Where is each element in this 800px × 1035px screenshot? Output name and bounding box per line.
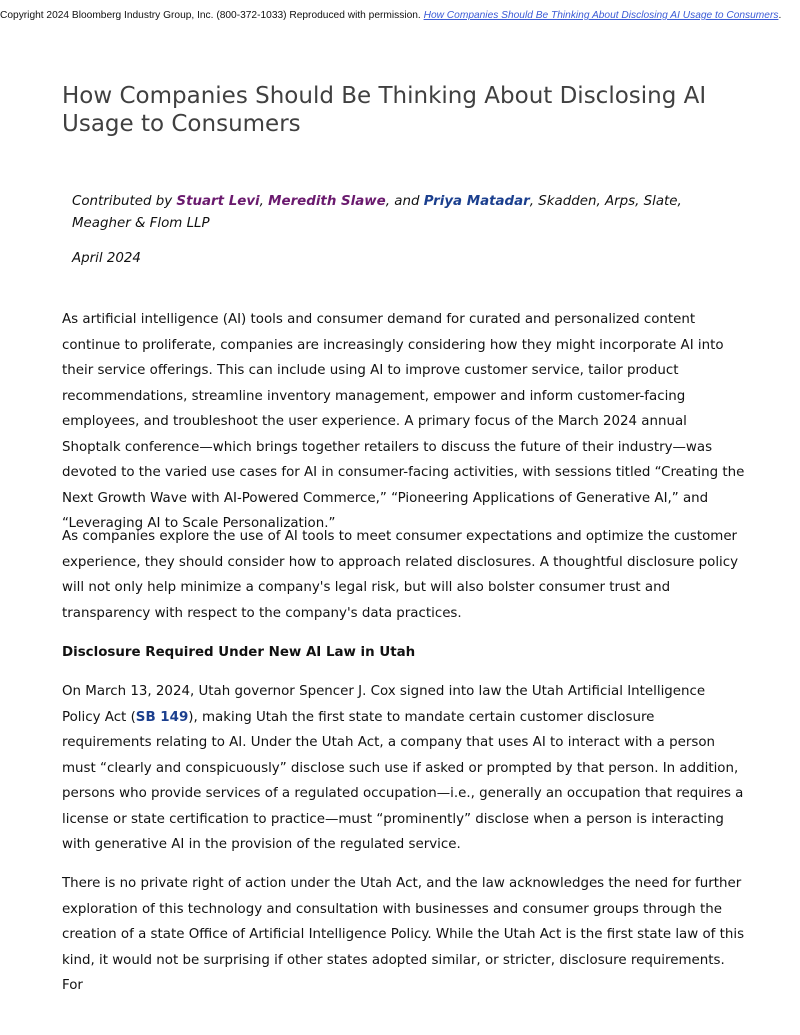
section-heading-utah-law: Disclosure Required Under New AI Law in Utah xyxy=(62,645,416,660)
sb-149-link[interactable]: SB 149 xyxy=(135,709,189,725)
author-link-priya-matadar[interactable]: Priya Matadar xyxy=(423,194,530,209)
byline-separator: , xyxy=(259,194,269,209)
paragraph-text: On March 13, 2024, Utah governor Spencer J. Cox signed into law the Utah Artificial Intelligence Policy Act ( xyxy=(62,684,706,725)
article-title: How Companies Should Be Thinking About Disclosing AI Usage to Consumers xyxy=(62,83,707,137)
byline xyxy=(72,191,732,234)
paragraph-utah-act xyxy=(62,679,746,858)
author-link-meredith-slawe[interactable]: Meredith Slawe xyxy=(268,194,386,209)
paragraph-intro: As artificial intelligence (AI) tools and consumer demand for curated and personalized content continue to proliferate, companies are increasingly considering how they might incorporate AI into their service offerings. This can include using AI to improve customer service, tailor product recommendations, streamline inventory management, empower and inform customer-facing employees, and troubleshoot the user experience. A primary focus of the March 2024 annual Shoptalk conference—which brings together retailers to discuss the future of their industry—was devoted to the varied use cases for AI in consumer-facing activities, with sessions titled “Creating the Next Growth Wave with AI-Powered Commerce,” “Pioneering Applications of Generative AI,” and “Leveraging AI to Scale Personalization.” xyxy=(62,312,745,531)
copyright-text: Copyright 2024 Bloomberg Industry Group, Inc. (800-372-1033) Reproduced with permission. xyxy=(0,10,421,21)
paragraph-private-right: There is no private right of action under the Utah Act, and the law acknowledges the need for further exploration of this technology and consultation with businesses and consumer groups through the creation of a state Office of Artificial Intelligence Policy. While the Utah Act is the first state law of this kind, it would not be surprising if other states adopted similar, or stricter, disclosure requirements. For xyxy=(62,876,745,993)
paragraph-text: ), making Utah the first state to mandate certain customer disclosure requirements relating to AI. Under the Utah Act, a company that uses AI to interact with a person must “clearly and conspicuously” disclose such use if asked or prompted by that person. In addition, persons who provide services of a regulated occupation—i.e., generally an occupation that requires a license or state certification to practice—must “prominently” disclose when a person is interacting with generative AI in the provision of the regulated service. xyxy=(62,709,744,852)
article-source-link[interactable]: How Companies Should Be Thinking About Disclosing AI Usage to Consumers xyxy=(423,10,779,21)
author-link-stuart-levi[interactable]: Stuart Levi xyxy=(176,194,260,209)
byline-firm: , Skadden, Arps, Slate, Meagher & Flom LLP xyxy=(72,194,682,231)
byline-separator: , and xyxy=(385,194,424,209)
copyright-notice xyxy=(0,9,800,23)
copyright-link-suffix: . xyxy=(778,10,782,21)
byline-prefix: Contributed by xyxy=(72,194,177,209)
paragraph-disclosure-approach: As companies explore the use of AI tools to meet consumer expectations and optimize the customer experience, they should consider how to approach related disclosures. A thoughtful disclosure policy will not only help minimize a company's legal risk, but will also bolster consumer trust and transparency with respect to the company's data practices. xyxy=(62,529,739,621)
publication-date: April 2024 xyxy=(72,251,141,266)
